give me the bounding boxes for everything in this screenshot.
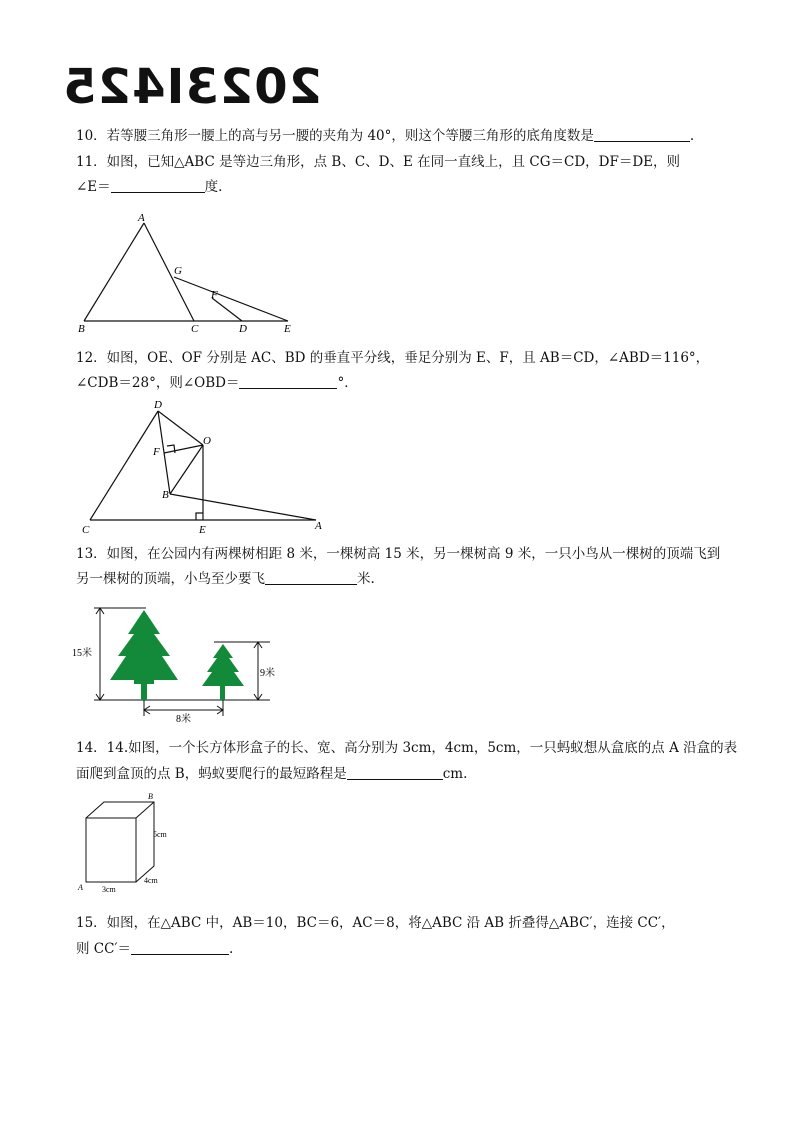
q10-text: 10．若等腰三角形一腰上的高与另一腰的夹角为 40°，则这个等腰三角形的底角度数是 [76,128,594,144]
q11-answer-blank[interactable] [111,178,205,193]
q12-label-A: A [315,520,322,532]
q11-label-F: F [211,289,218,301]
question-14-line2 [76,765,467,783]
q14-answer-blank[interactable] [347,765,443,780]
question-11-line2 [76,178,222,196]
q13-distance: 8米 [176,714,191,725]
q11-figure [70,210,310,335]
question-13-line2 [76,570,375,588]
q14-figure [74,790,184,900]
q15-suffix: . [229,941,234,957]
q12-label-O: O [203,435,211,447]
q12-suffix: °． [337,375,358,391]
q12-prefix: ∠CDB＝28°，则∠OBD＝ [76,375,240,391]
q15-prefix: 则 CC′＝ [76,941,132,957]
q13-height-tall: 15米 [72,648,92,659]
q12-label-C: C [82,524,90,536]
q13-height-short: 9米 [260,668,275,679]
q10-answer-blank[interactable] [594,127,690,142]
q11-label-B: B [78,323,85,335]
q15-answer-blank[interactable] [131,940,229,955]
q14-label-A: A [78,883,83,892]
question-11-line1: 11．如图，已知△ABC 是等边三角形，点 B、C、D、E 在同一直线上，且 CG＝CD，DF＝DE，则 [76,154,681,170]
q10-end: . [689,128,695,144]
q12-label-B: B [162,489,169,501]
q14-label-B: B [148,792,153,801]
q14-length: 3cm [102,885,116,894]
question-14-line1: 14．14.如图，一个长方体形盒子的长、宽、高分别为 3cm，4cm，5cm，一只蚂蚁想从盒底的点 A 沿盒的表 [76,740,738,756]
q11-label-D: D [239,323,247,335]
question-12-line1: 12．如图，OE、OF 分别是 AC、BD 的垂直平分线，垂足分别为 E、F，且 AB＝CD，∠ABD＝116°， [76,350,710,366]
q11-label-G: G [174,265,182,277]
q13-suffix: 米. [357,571,375,587]
q13-figure [72,600,292,730]
q11-prefix: ∠E＝ [76,179,111,195]
question-12-line2 [76,374,358,392]
q12-answer-blank[interactable] [239,374,337,389]
q11-label-A: A [138,212,145,224]
q12-label-F: F [153,446,160,458]
q12-label-D: D [154,399,162,411]
q11-suffix: 度. [204,179,223,195]
tree-short-icon [202,644,244,700]
q14-prefix: 面爬到盒顶的点 B，蚂蚁要爬行的最短路程是 [76,766,347,782]
q11-label-C: C [191,323,199,335]
q11-label-E: E [284,323,291,335]
question-10 [76,127,694,145]
question-13-line1: 13．如图，在公园内有两棵树相距 8 米，一棵树高 15 米，另一棵树高 9 米，一只小鸟从一棵树的顶端飞到 [76,546,721,562]
question-15-line1: 15．如图，在△ABC 中，AB＝10，BC＝6，AC＝8，将△ABC 沿 AB 折叠得△ABC′，连接 CC′， [76,915,675,931]
q13-answer-blank[interactable] [265,570,357,585]
q14-height: 5cm [153,830,167,839]
q12-label-E: E [199,524,206,536]
q12-figure [78,398,338,538]
q14-suffix: cm. [442,766,468,782]
q13-prefix: 另一棵树的顶端，小鸟至少要飞 [76,571,265,587]
question-15-line2 [76,940,233,958]
tree-tall-icon [110,610,178,700]
q14-width: 4cm [144,876,158,885]
watermark-number: 2023I425 [62,59,322,115]
